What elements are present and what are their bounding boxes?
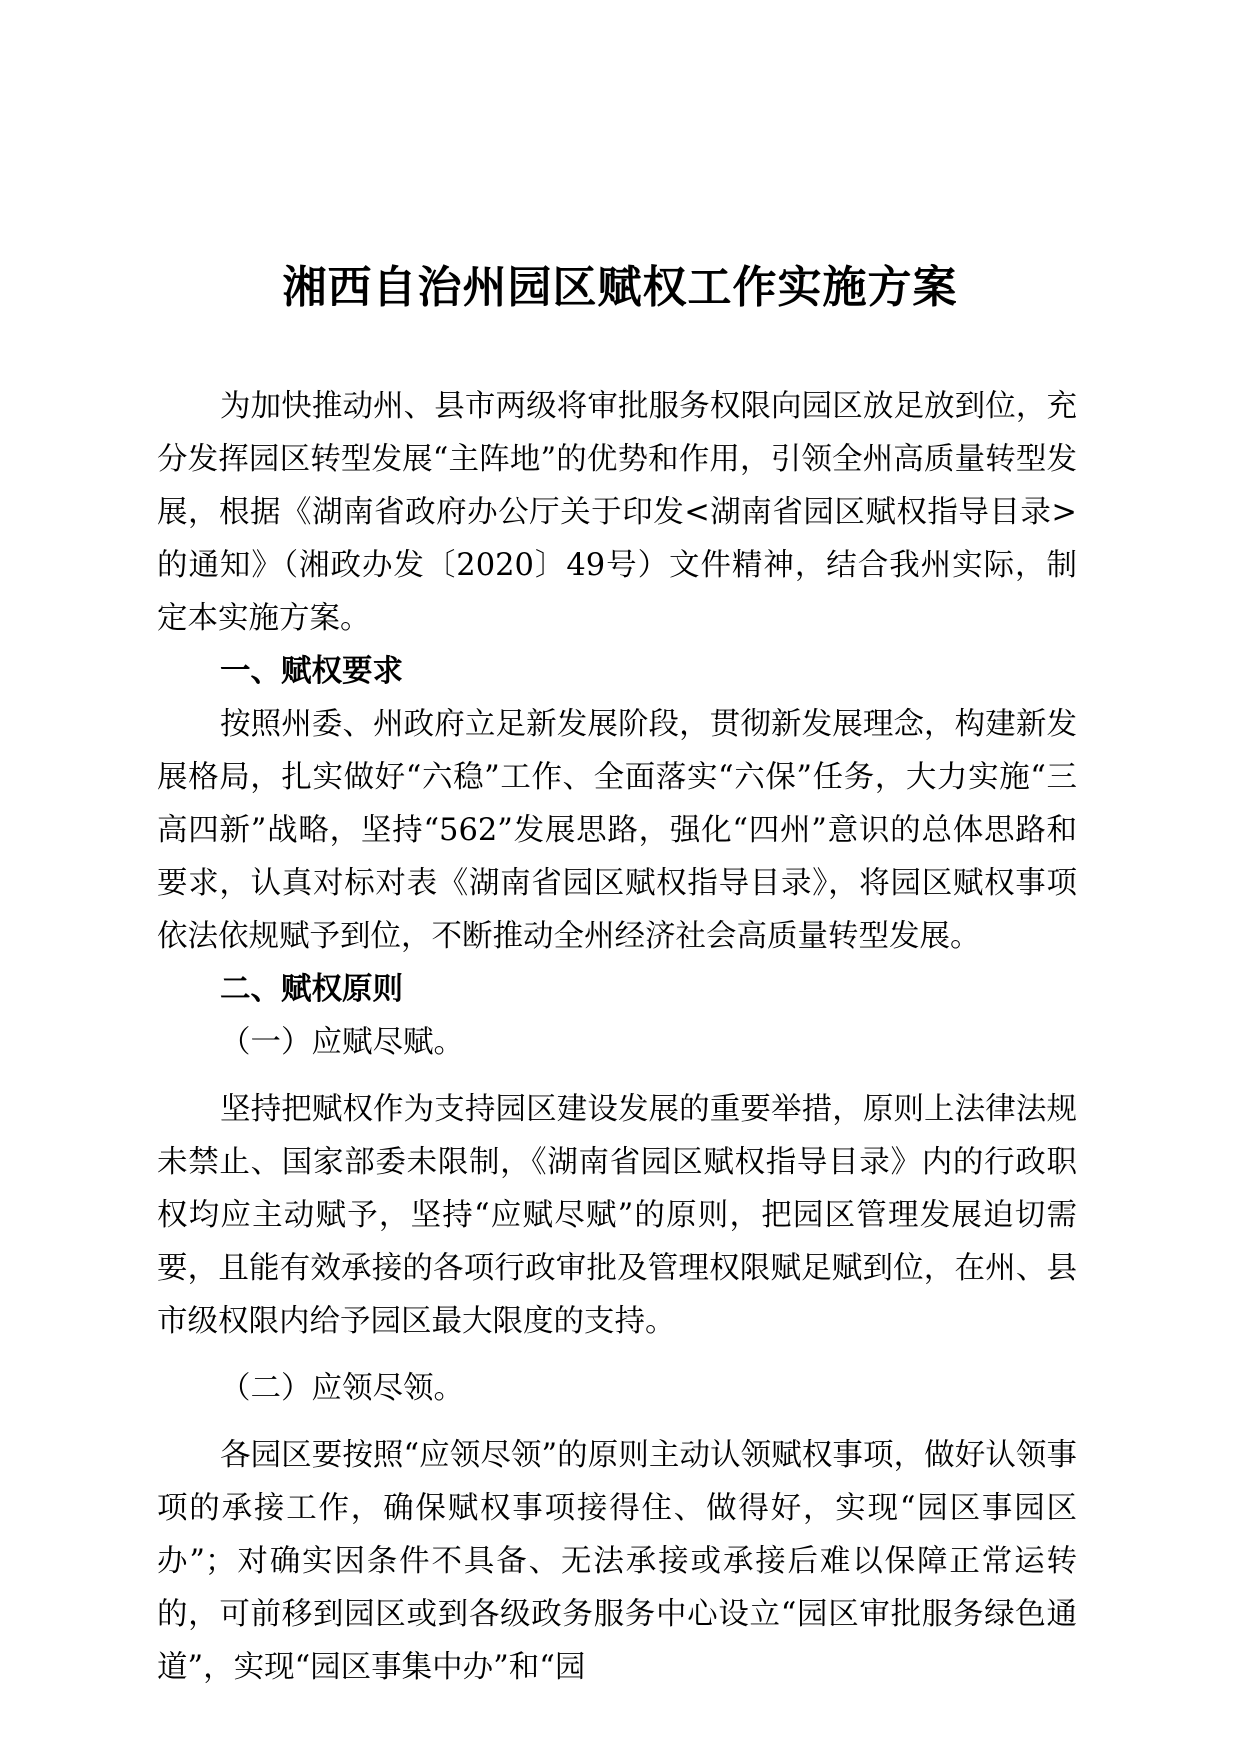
requirements-paragraph: 按照州委、州政府立足新发展阶段，贯彻新发展理念，构建新发展格局，扎实做好“六稳”工作、全面落实“六保”任务，大力实施“三高四新”战略，坚持“562”发展思路，强化“四州”意识的总体思路和要求，认真对标对表《湖南省园区赋权指导目录》，将园区赋权事项依法依规赋予到位，不断推动全州经济社会高质量转型发展。: [157, 707, 1077, 954]
section-heading-principles: 二、赋权原则: [220, 972, 403, 1007]
principle-2-paragraph: 各园区要按照“应领尽领”的原则主动认领赋权事项，做好认领事项的承接工作，确保赋权事项接得住、做得好，实现“园区事园区办”；对确实因条件不具备、无法承接或承接后难以保障正常运转的，可前移到园区或到各级政务服务中心设立“园区审批服务绿色通道”，实现“园区事集中办”和“园: [157, 1438, 1077, 1685]
principle-1-heading: （一）应赋尽赋。: [220, 1025, 464, 1060]
principle-1-paragraph: 坚持把赋权作为支持园区建设发展的重要举措，原则上法律法规未禁止、国家部委未限制，《湖南省园区赋权指导目录》内的行政职权均应主动赋予，坚持“应赋尽赋”的原则，把园区管理发展迫切需要，且能有效承接的各项行政审批及管理权限赋足赋到位，在州、县市级权限内给予园区最大限度的支持。: [157, 1092, 1077, 1339]
intro-paragraph: 为加快推动州、县市两级将审批服务权限向园区放足放到位，充分发挥园区转型发展“主阵地”的优势和作用，引领全州高质量转型发展，根据《湖南省政府办公厅关于印发<湖南省园区赋权指导目录>的通知》（湘政办发〔2020〕49号）文件精神，结合我州实际，制定本实施方案。: [157, 389, 1077, 636]
principle-2-heading: （二）应领尽领。: [220, 1371, 464, 1406]
document-body: [157, 380, 1077, 1694]
section-heading-requirements: 一、赋权要求: [220, 654, 403, 689]
document-title: 湘西自治州园区赋权工作实施方案: [282, 262, 958, 313]
